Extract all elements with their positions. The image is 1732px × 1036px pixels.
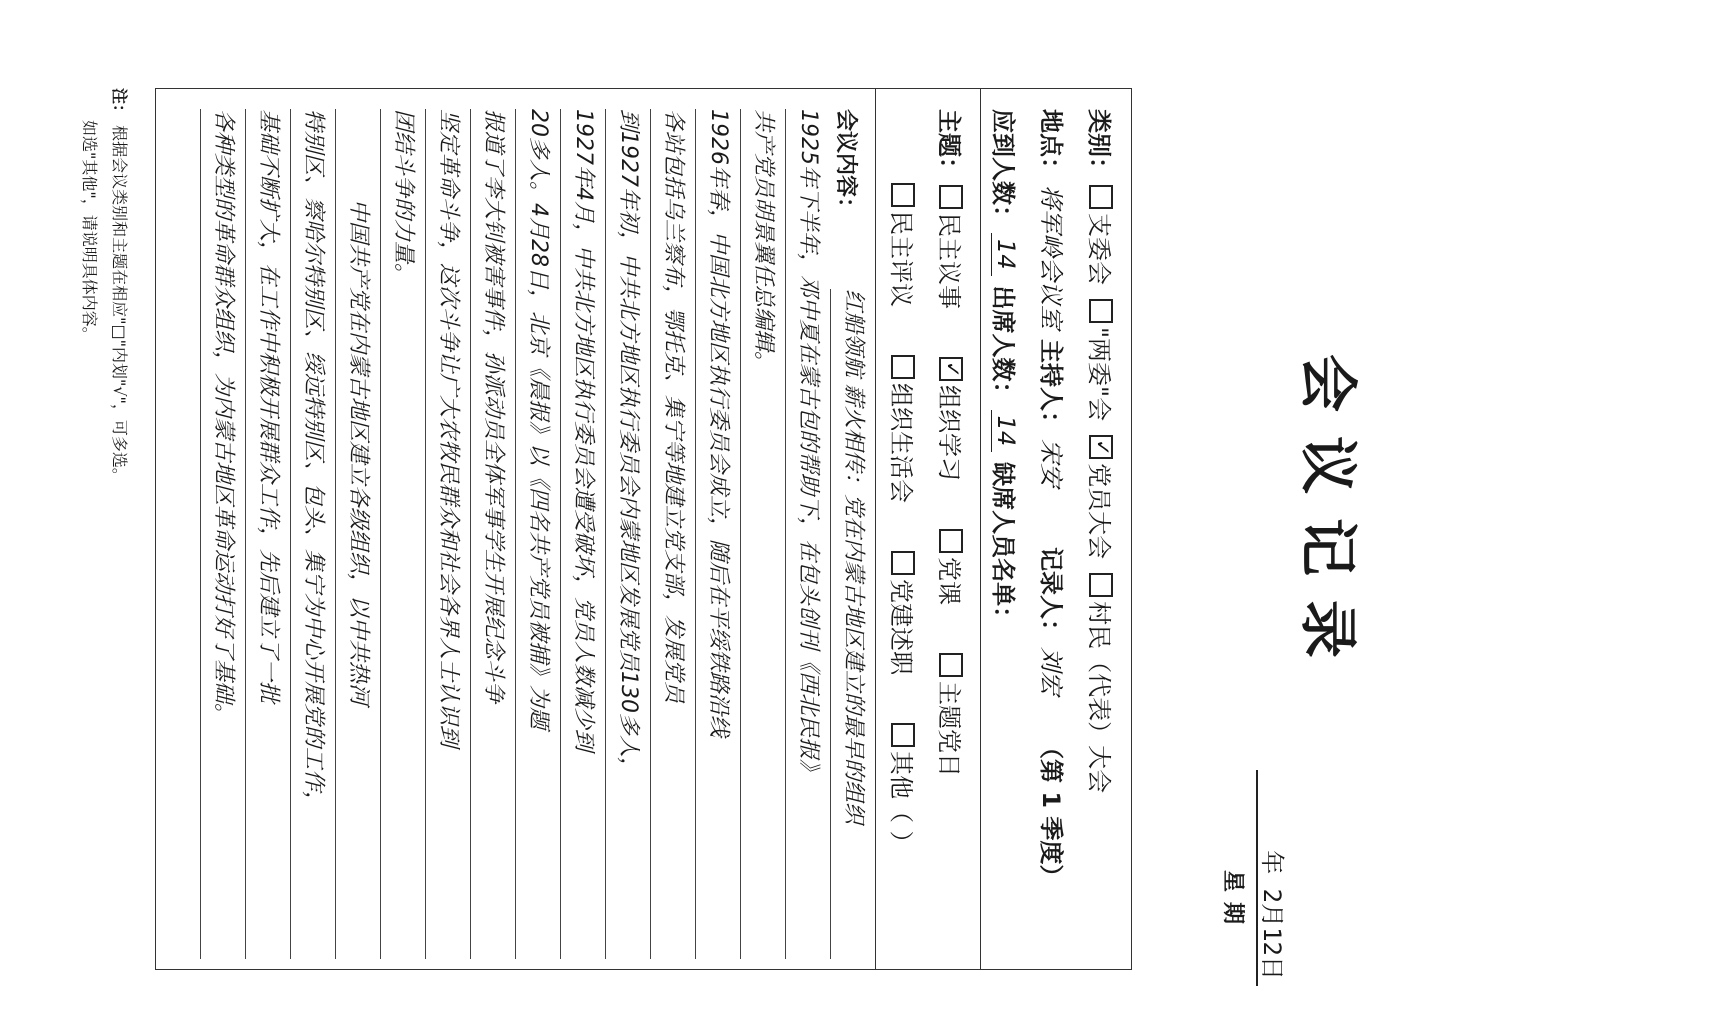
checkbox-icon[interactable] (892, 723, 916, 747)
topic-label: 主题： (935, 109, 963, 181)
topic-option-organized-study[interactable]: ✓ 组织学习 (934, 357, 969, 481)
content-line: 基础不断扩大，在工作中积极开展群众工作，先后建立了一批 (245, 109, 288, 959)
recorder-label: 记录人： (1037, 547, 1065, 643)
topic-option-democratic-review[interactable]: 民主评议 (886, 183, 921, 307)
content-line: 1925年下半年，邓中夏在蒙古包的帮助下，在包头创刊《西北民报》 (785, 109, 828, 959)
place-row (1036, 109, 1071, 959)
content-line: 20多人。4月28日，北京《晨报》以《四名共产党员被捕》为题 (515, 109, 558, 959)
footnote (74, 88, 134, 484)
content-line: 各种类型的革命群众组织，为内蒙古地区革命运动打好了基础。 (200, 109, 243, 959)
content-line: 特别区、察哈尔特别区、绥远特别区、包头、集宁为中心开展党的工作， (290, 109, 333, 959)
content-line: 报道了李大钊被害事件，孙派动员全体军事学生开展纪念斗争 (470, 109, 513, 959)
checkbox-icon[interactable] (892, 183, 916, 207)
expected-value: 14 (991, 233, 1020, 276)
weekday-label: 星期 (1220, 870, 1245, 935)
content-line: 到1927年初，中共北方地区执行委员会内蒙地区发展党员130多人， (605, 109, 648, 959)
category-option-two-committees[interactable]: "两委"会 (1084, 299, 1119, 421)
checkbox-icon[interactable] (892, 551, 916, 575)
content-line: 中国共产党在内蒙古地区建立各级组织，以中共热河 (335, 109, 378, 959)
checkbox-icon[interactable] (940, 529, 964, 553)
topic-option-organizational-life-meeting[interactable]: 组织生活会 (886, 355, 921, 503)
category-label: 类别： (1085, 109, 1113, 181)
content-label: 会议内容： (833, 109, 858, 220)
category-option-party-members-meeting[interactable]: ✓ 党员大会 (1084, 435, 1119, 559)
topic-option-party-lecture[interactable]: 党课 (934, 529, 969, 605)
category-option-villagers-meeting[interactable]: 村民（代表）大会 (1084, 573, 1119, 793)
topic-option-party-building-report[interactable]: 党建述职 (886, 551, 921, 675)
place-value: 将军岭会议室 (1037, 185, 1065, 329)
content-line: 1926年春，中国北方地区执行委员会成立，随后在平绥铁路沿线 (695, 109, 738, 959)
content-line: 团结斗争的力量。 (380, 109, 423, 959)
checkbox-icon[interactable] (940, 653, 964, 677)
checkbox-icon[interactable] (1090, 299, 1114, 323)
quarter-label: （第 1 季度） (1037, 735, 1065, 889)
checkbox-icon[interactable] (940, 185, 964, 209)
absent-label: 缺席人员名单： (989, 462, 1017, 631)
category-option-branch-committee[interactable]: 支委会 (1084, 185, 1119, 285)
host-value: 宋安 (1037, 439, 1065, 487)
checkbox-icon[interactable] (1090, 185, 1114, 209)
page-title: 会议记录 (1294, 353, 1362, 682)
note-label: 注： (110, 88, 129, 121)
topic-option-democratic-deliberation[interactable]: 民主议事 (934, 185, 969, 309)
attendance-row (988, 109, 1023, 959)
place-label: 地点： (1037, 109, 1065, 181)
content-line: 坚定革命斗争，这次斗争让广大农牧民群众和社会各界人士认识到 (425, 109, 468, 959)
content-line: 各站包括乌兰察布，鄂托克、集宁等地建立党支部，发展党员 (650, 109, 693, 959)
checkbox-icon[interactable] (1090, 573, 1114, 597)
date-field: 年 2月12日 (1256, 770, 1292, 986)
present-value: 14 (991, 410, 1020, 453)
recorder-value: 刘宏 (1037, 647, 1065, 695)
form-table (155, 88, 1132, 970)
topic-row-1 (934, 109, 969, 959)
checkbox-icon[interactable] (892, 355, 916, 379)
content-line: 1927年4月，中共北方地区执行委员会遭受破坏，党员人数减少到 (560, 109, 603, 959)
divider (980, 89, 981, 969)
topic-row-2 (886, 183, 921, 1033)
checked-checkbox-icon[interactable] (940, 357, 964, 381)
divider (875, 89, 876, 969)
content-line: 共产党员胡景翼任总编辑。 (740, 109, 783, 959)
checked-checkbox-icon[interactable] (1090, 435, 1114, 459)
host-label: 主持人： (1037, 339, 1065, 435)
category-row (1084, 109, 1119, 959)
topic-option-theme-party-day[interactable]: 主题党日 (934, 653, 969, 777)
present-label: 出席人数： (989, 285, 1017, 406)
note-line: 根据会议类别和主题在相应"□"内划"√"，可多选。 (110, 125, 129, 484)
topic-option-other[interactable]: 其他（ ） (886, 723, 921, 855)
content-line: 红船领航 薪火相传：党在内蒙古地区建立的最早的组织 (830, 289, 873, 959)
note-line: 如选"其他"，请说明具体内容。 (80, 120, 99, 343)
expected-label: 应到人数： (989, 109, 1017, 229)
